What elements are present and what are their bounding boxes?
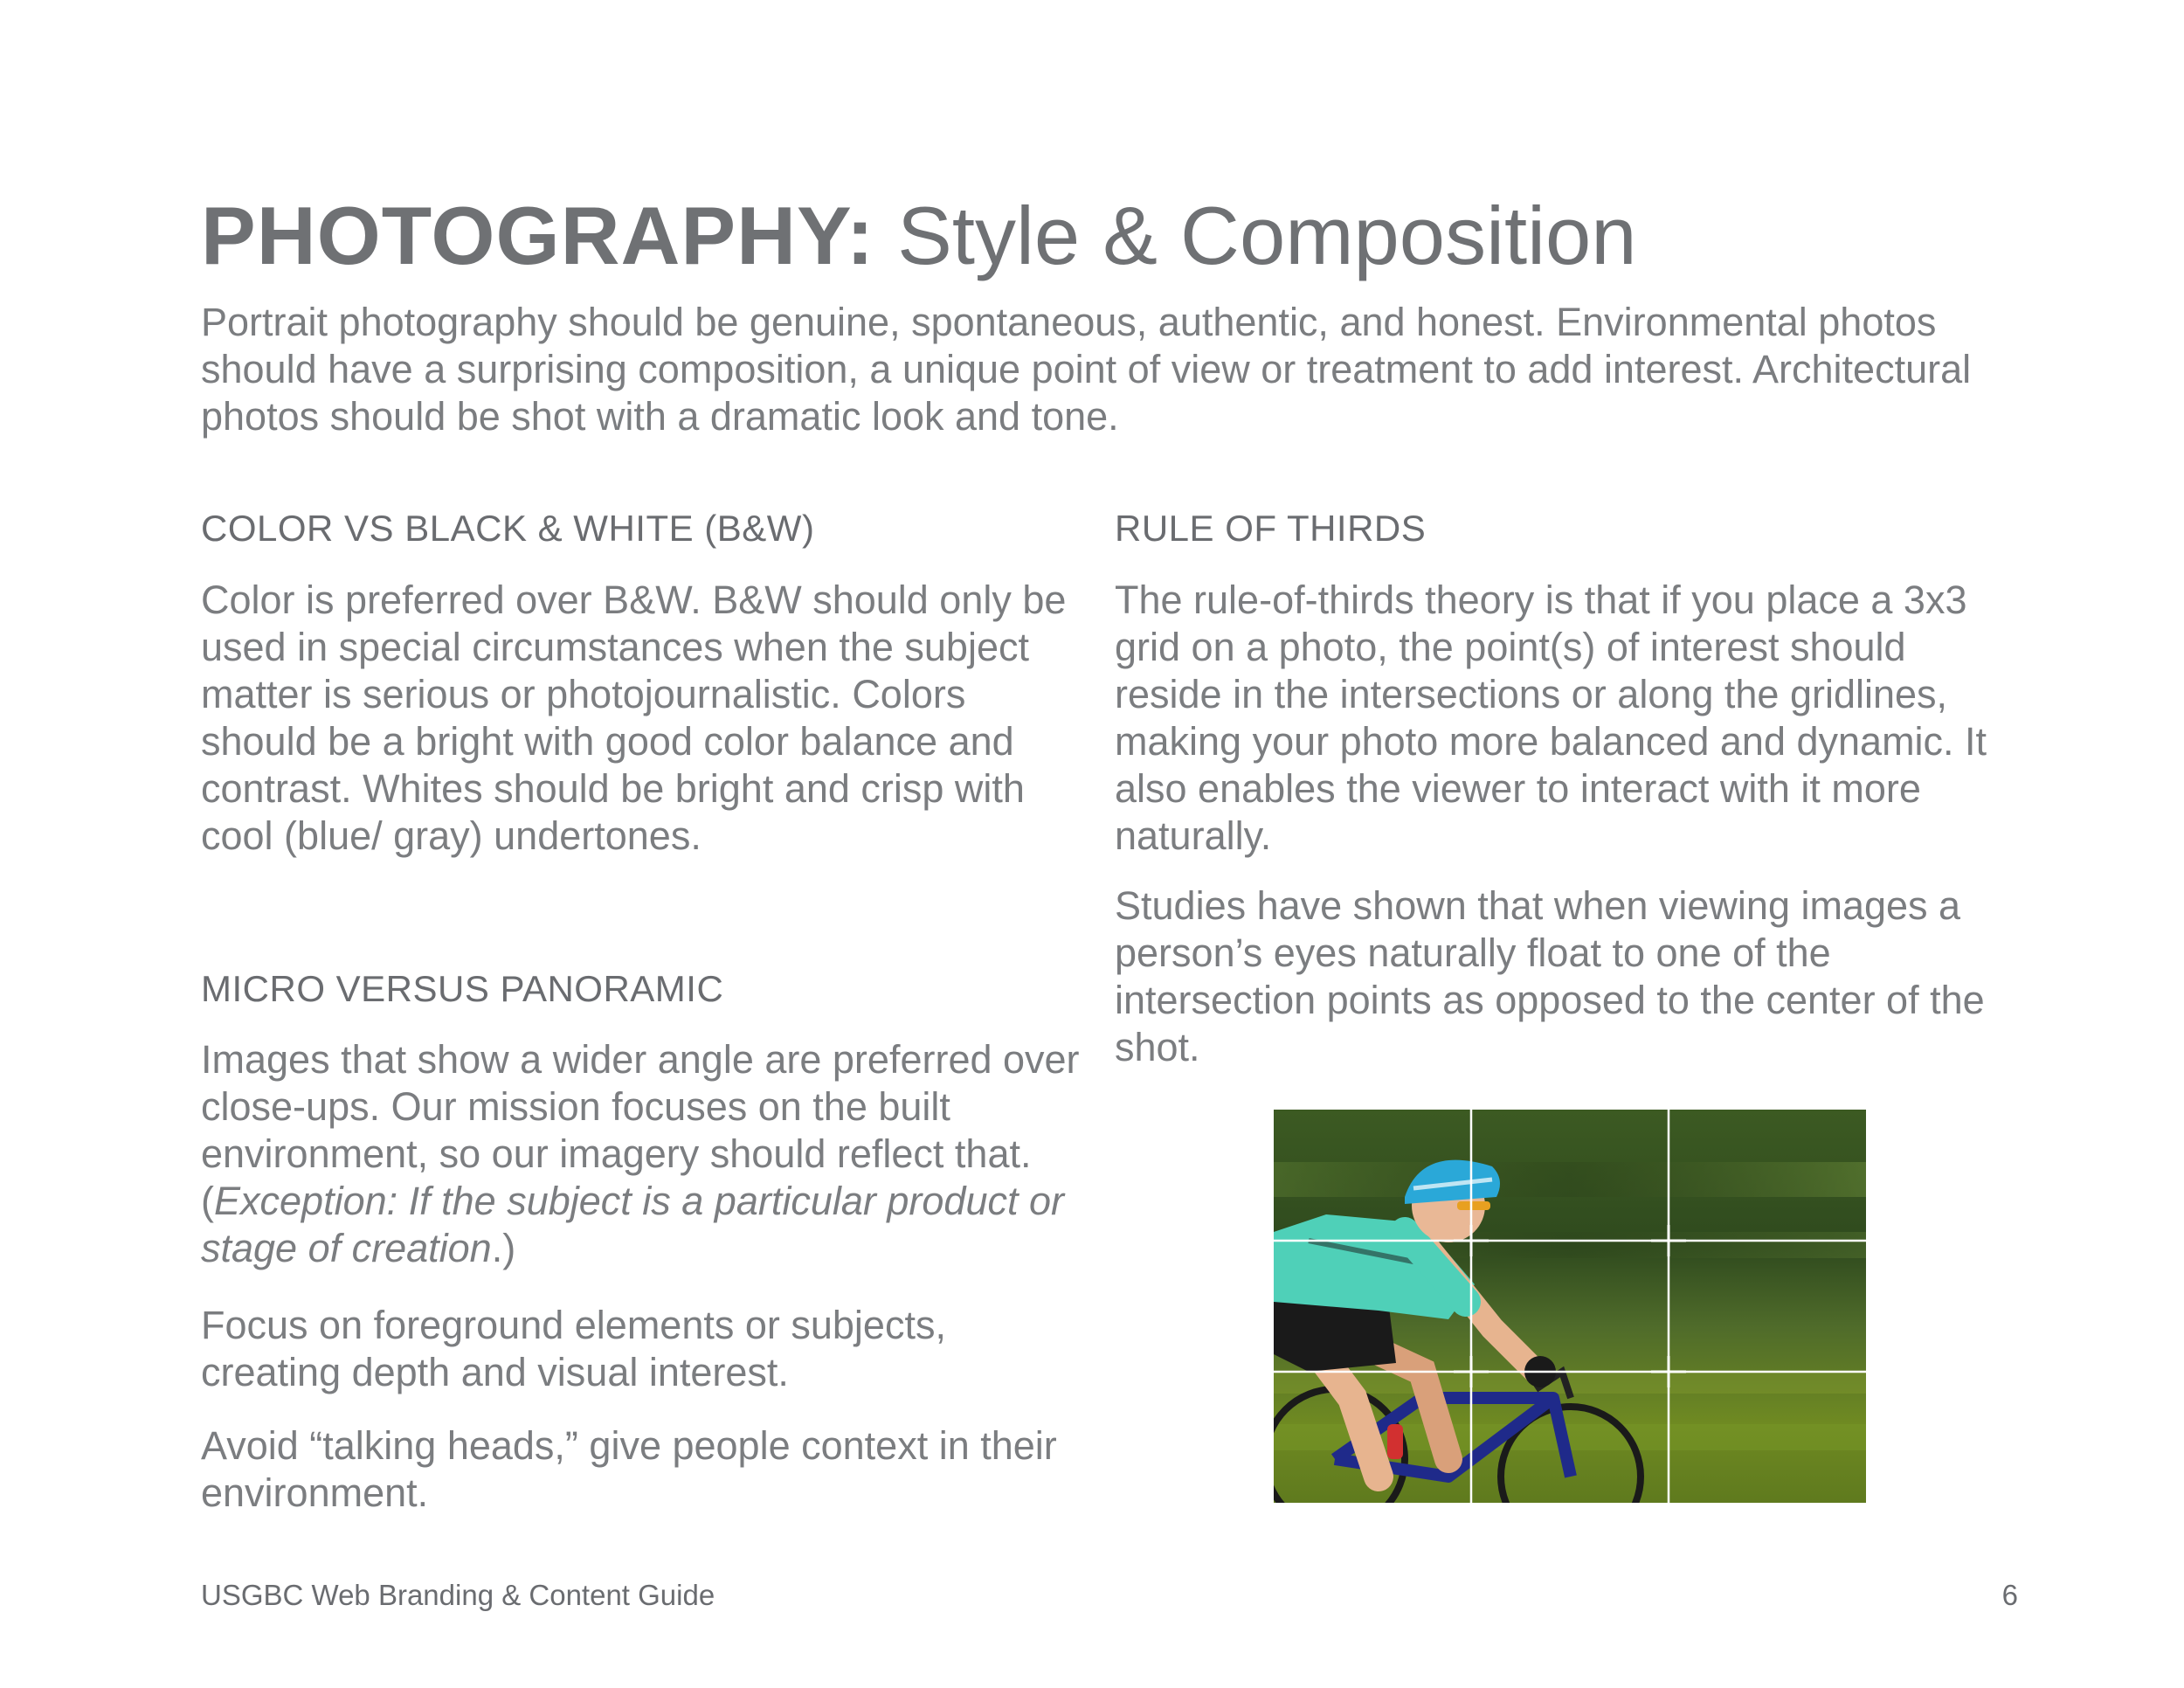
color-vs-bw-heading: COLOR VS BLACK & WHITE (B&W) bbox=[201, 508, 815, 549]
micro-body-suffix: .) bbox=[491, 1226, 516, 1270]
rule-of-thirds-body: The rule-of-thirds theory is that if you place a 3x3 grid on a photo, the point(s) of interest should reside in the intersections or along the gridlines, making your photo more balanced and dynamic. It also enables the viewer to interact with it more naturally. bbox=[1115, 578, 1987, 858]
avoid-talking-heads-paragraph: Avoid “talking heads,” give people context in their environment. bbox=[201, 1423, 1057, 1515]
footer-guide-name: USGBC Web Branding & Content Guide bbox=[201, 1579, 715, 1611]
studies-paragraph: Studies have shown that when viewing images a person’s eyes naturally float to one of the intersection points as opposed to the center of the shot. bbox=[1115, 883, 1985, 1069]
micro-vs-panoramic-heading: MICRO VERSUS PANORAMIC bbox=[201, 968, 724, 1009]
page-title-light: Style & Composition bbox=[897, 190, 1637, 281]
micro-body-exception: Exception: If the subject is a particular product or stage of creation bbox=[201, 1179, 1064, 1270]
focus-paragraph: Focus on foreground elements or subjects, creating depth and visual interest. bbox=[201, 1303, 946, 1394]
micro-body-prefix: Images that show a wider angle are preferred over close-ups. Our mission focuses on the built environment, so our imagery should reflect that. ( bbox=[201, 1037, 1080, 1223]
micro-vs-panoramic-body bbox=[201, 1036, 1083, 1272]
page-title-strong: PHOTOGRAPHY: bbox=[201, 190, 875, 281]
rule-of-thirds-heading: RULE OF THIRDS bbox=[1115, 508, 1427, 549]
color-vs-bw-body: Color is preferred over B&W. B&W should only be used in special circumstances when the subject matter is serious or photojournalistic. Colors should be a bright with good color balance and contrast. Whites should be bright and crisp with cool (blue/ gray) undertones. bbox=[201, 578, 1067, 858]
intro-paragraph: Portrait photography should be genuine, spontaneous, authentic, and honest. Environmental photos should have a surprising composition, a unique point of view or treatment to add interest. Architectural photos should be shot with a dramatic look and tone. bbox=[201, 300, 1972, 439]
cyclist-photo-illustration bbox=[1274, 1110, 1866, 1503]
page-number: 6 bbox=[2001, 1579, 2018, 1611]
rule-of-thirds-photo bbox=[1274, 1110, 1866, 1503]
page-title bbox=[201, 188, 1637, 284]
